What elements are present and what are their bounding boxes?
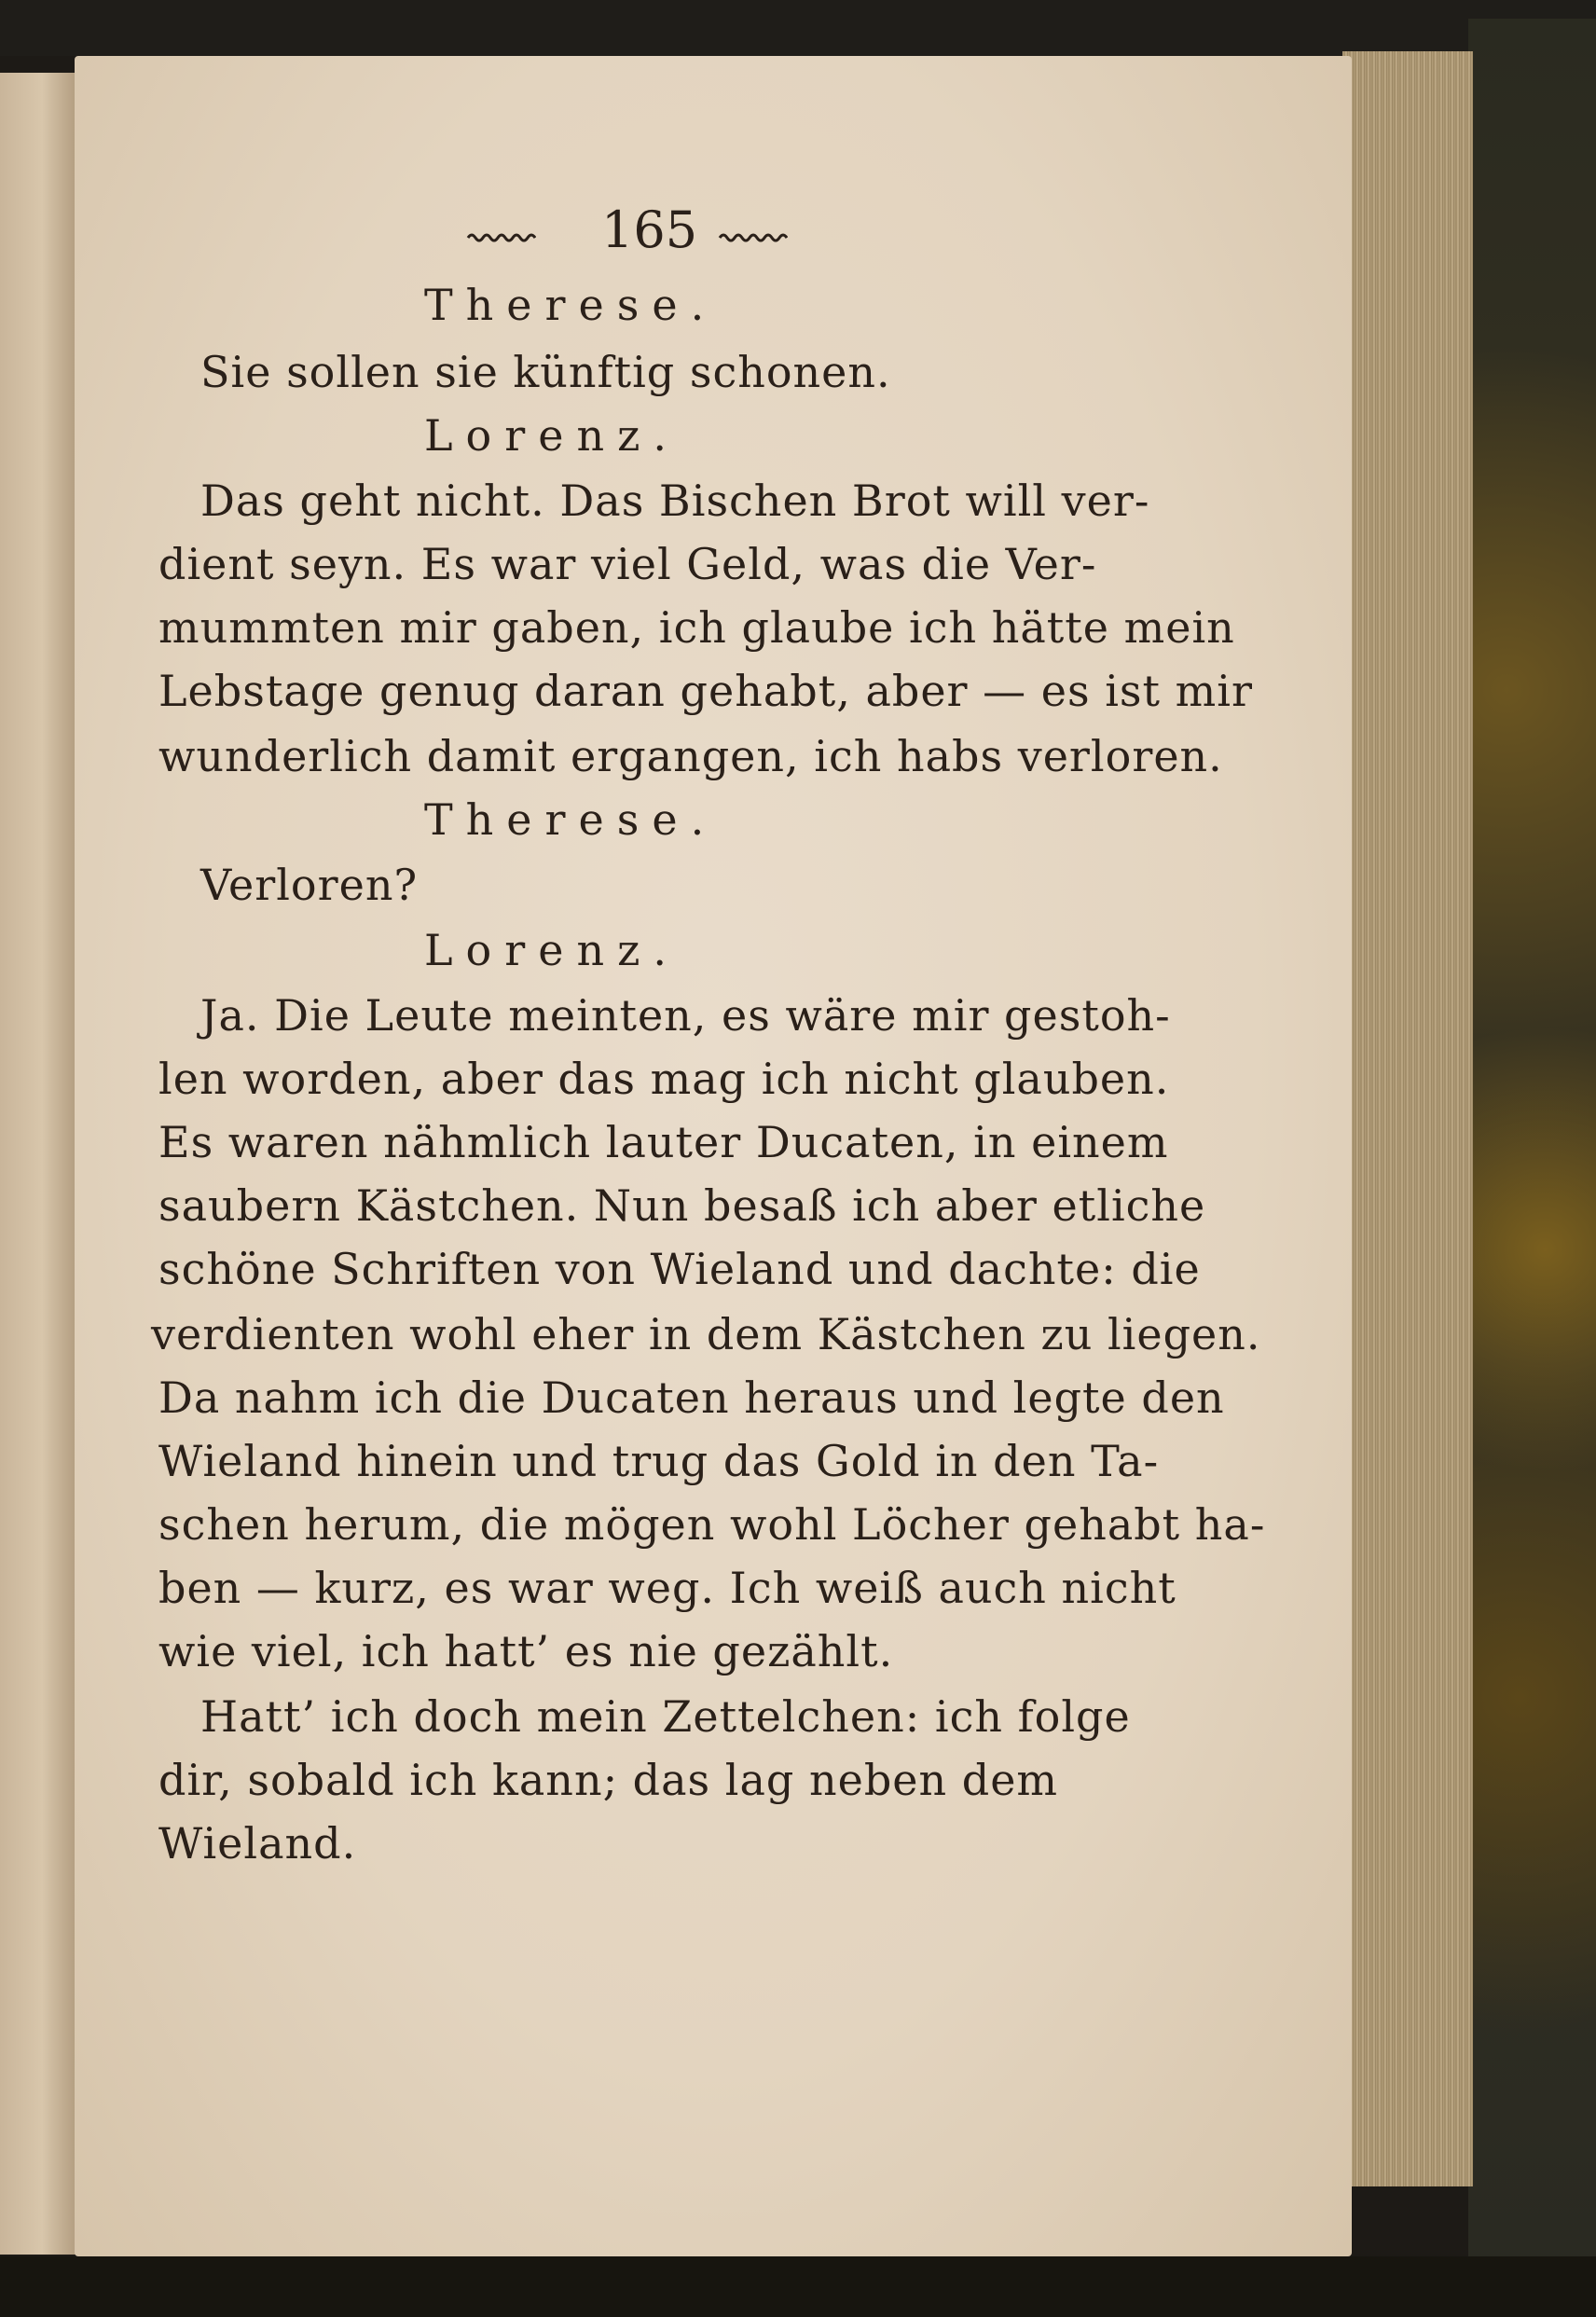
text-line: Sie sollen sie künftig schonen.: [200, 347, 891, 397]
speaker-lorenz: Lorenz.: [424, 410, 680, 461]
page-edges: [1342, 51, 1473, 2186]
text-line: mummten mir gaben, ich glaube ich hätte mein: [158, 602, 1235, 653]
text-line: wunderlich damit ergangen, ich habs verloren.: [158, 731, 1223, 781]
text-line: Hatt’ ich doch mein Zettelchen: ich folge: [200, 1691, 1131, 1742]
speaker-lorenz: Lorenz.: [424, 925, 680, 975]
text-line: Wieland.: [158, 1818, 357, 1869]
marbled-cover: [1468, 19, 1596, 2256]
text-line: Ja. Die Leute meinten, es wäre mir gestoh-: [200, 990, 1171, 1041]
background-bottom: [0, 2256, 1596, 2317]
page-header: [466, 200, 820, 259]
text-line: Das geht nicht. Das Bischen Brot will ver-: [200, 476, 1150, 526]
text-line: verdienten wohl eher in dem Kästchen zu liegen.: [151, 1309, 1261, 1359]
text-line: saubern Kästchen. Nun besaß ich aber etliche: [158, 1180, 1206, 1231]
text-line: Lebstage genug daran gehabt, aber — es ist mir: [158, 666, 1253, 716]
text-line: dir, sobald ich kann; das lag neben dem: [158, 1755, 1059, 1805]
speaker-therese: Therese.: [424, 794, 718, 845]
text-line: Es waren nähmlich lauter Ducaten, in einem: [158, 1117, 1169, 1167]
text-line: dient seyn. Es war viel Geld, was die Ver-: [158, 539, 1097, 589]
text-line: schen herum, die mögen wohl Löcher gehabt ha-: [158, 1499, 1266, 1550]
text-line: len worden, aber das mag ich nicht glauben.: [158, 1054, 1170, 1104]
page-number: 165: [601, 200, 698, 259]
background-top: [0, 0, 1596, 56]
text-line: Verloren?: [200, 860, 419, 910]
text-line: Wieland hinein und trug das Gold in den Ta-: [158, 1436, 1160, 1486]
text-line: wie viel, ich hatt’ es nie gezählt.: [158, 1626, 894, 1676]
text-line: Da nahm ich die Ducaten heraus und legte den: [158, 1372, 1225, 1423]
speaker-therese: Therese.: [424, 280, 718, 330]
text-line: ben — kurz, es war weg. Ich weiß auch nicht: [158, 1563, 1176, 1613]
text-line: schöne Schriften von Wieland und dachte: die: [158, 1244, 1201, 1294]
left-page-edge: [0, 73, 76, 2255]
right-ornament-icon: [718, 230, 788, 243]
left-ornament-icon: [466, 230, 536, 243]
